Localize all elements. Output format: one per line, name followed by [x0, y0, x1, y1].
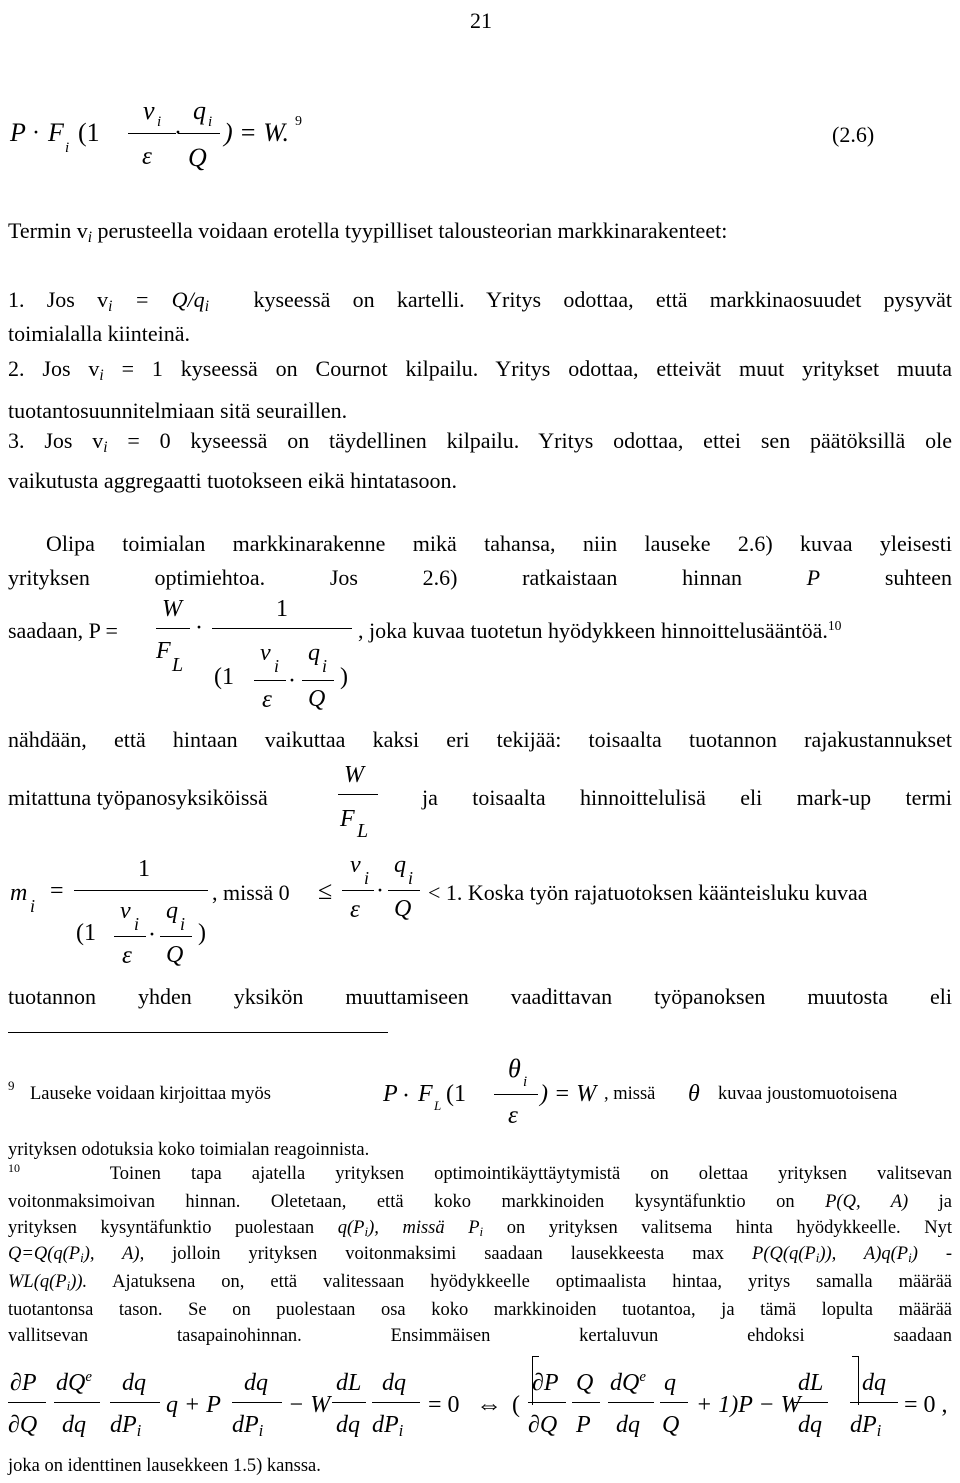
paragraph-optimum-line2: yrityksen optimiehtoa. Jos 2.6) ratkaistaan hinnan P suhteen — [8, 565, 953, 590]
markup-line2-a: mitattuna työpanosyksiköissä — [8, 785, 268, 810]
page-number: 21 — [470, 8, 492, 33]
paragraph-markup-line4: tuotannon yhden yksikön muuttamiseen vaadittavan työpanoksen muutosta eli — [8, 984, 952, 1009]
paragraph-intro: Termin $v_i$ perusteella voidaan erotella tyypilliset talousteorian markkinarakenteet: — [8, 218, 728, 246]
markup-line2-b: ja toisaalta hinnoittelulisä eli mark-up termi — [422, 785, 952, 810]
footnote-10-line2: voitonmaksimoivan hinnan. Oletetaan, että koko markkinoiden kysyntäfunktio on P(Q, A) ja — [8, 1192, 952, 1212]
footnote-10-line5: $WL(q(P_i))$. Ajatuksena on, että valitessaan hyödykkeelle optimaalista hintaa, yritys samalla määrää — [8, 1272, 952, 1294]
footnote-separator — [8, 1032, 388, 1033]
list-item-1: 1. Jos $v_i = Q/q_i$ kyseessä on kartelli. Yritys odottaa, että markkinaosuudet pysyvät — [8, 287, 952, 315]
list-item-1-cont: toimialalla kiinteinä. — [8, 321, 191, 346]
list-item-3-cont: vaikutusta aggregaatti tuotokseen eikä hintatasoon. — [8, 468, 458, 493]
bracket-right — [852, 1356, 859, 1405]
fraction-bar — [178, 133, 220, 134]
footnote-9-line2: yrityksen odotuksia koko toimialan reagoinnista. — [8, 1140, 370, 1160]
footnote-10-line3: yrityksen kysyntäfunktio puolestaan $q(P_i)$, missä $P_i$ on yrityksen valitsema hinta hyödykkeelle. Nyt — [8, 1218, 953, 1240]
paragraph-markup: nähdään, että hintaan vaikuttaa kaksi eri tekijää: toisaalta tuotannon rajakustannukset — [8, 727, 952, 752]
footnote-10-line4: $Q=Q(q(P_i)$, A), jolloin yrityksen voitonmaksimi saadaan lausekkeesta $\max P(Q(q(P_i))$, $A)q(P_i)$ - — [8, 1244, 953, 1266]
footnote-10-last: joka on identtinen lausekkeen 1.5) kanssa. — [8, 1456, 321, 1476]
footnote-10-line6: tuotantonsa tason. Se on puolestaan osa koko markkinoiden tuotantoa, ja tämä lopulta määrää — [8, 1300, 952, 1320]
fraction-bar — [128, 133, 176, 134]
list-item-3: 3. Jos $v_i = 0$ kyseessä on täydellinen kilpailu. Yritys odottaa, ettei sen päätöksillä ole — [8, 428, 953, 456]
footnote-10-line7: vallitsevan tasapainohinnan. Ensimmäisen kertaluvun ehdoksi saadaan — [8, 1326, 952, 1346]
footnote-10-line1: $^{10}$ Toinen tapa ajatella yrityksen optimointikäyttäytymistä on olettaa yrityksen valitsevan — [8, 1160, 952, 1184]
list-item-2: 2. Jos $v_i = 1$ kyseessä on Cournot kilpailu. Yritys odottaa, etteivät muut yritykset muuta — [8, 356, 952, 384]
paragraph-optimum: Olipa toimialan markkinarakenne mikä tahansa, niin lauseke 2.6) kuvaa yleisesti — [46, 531, 952, 556]
list-item-2-cont: tuotantosuunnitelmiaan sitä seuraillen. — [8, 398, 348, 423]
